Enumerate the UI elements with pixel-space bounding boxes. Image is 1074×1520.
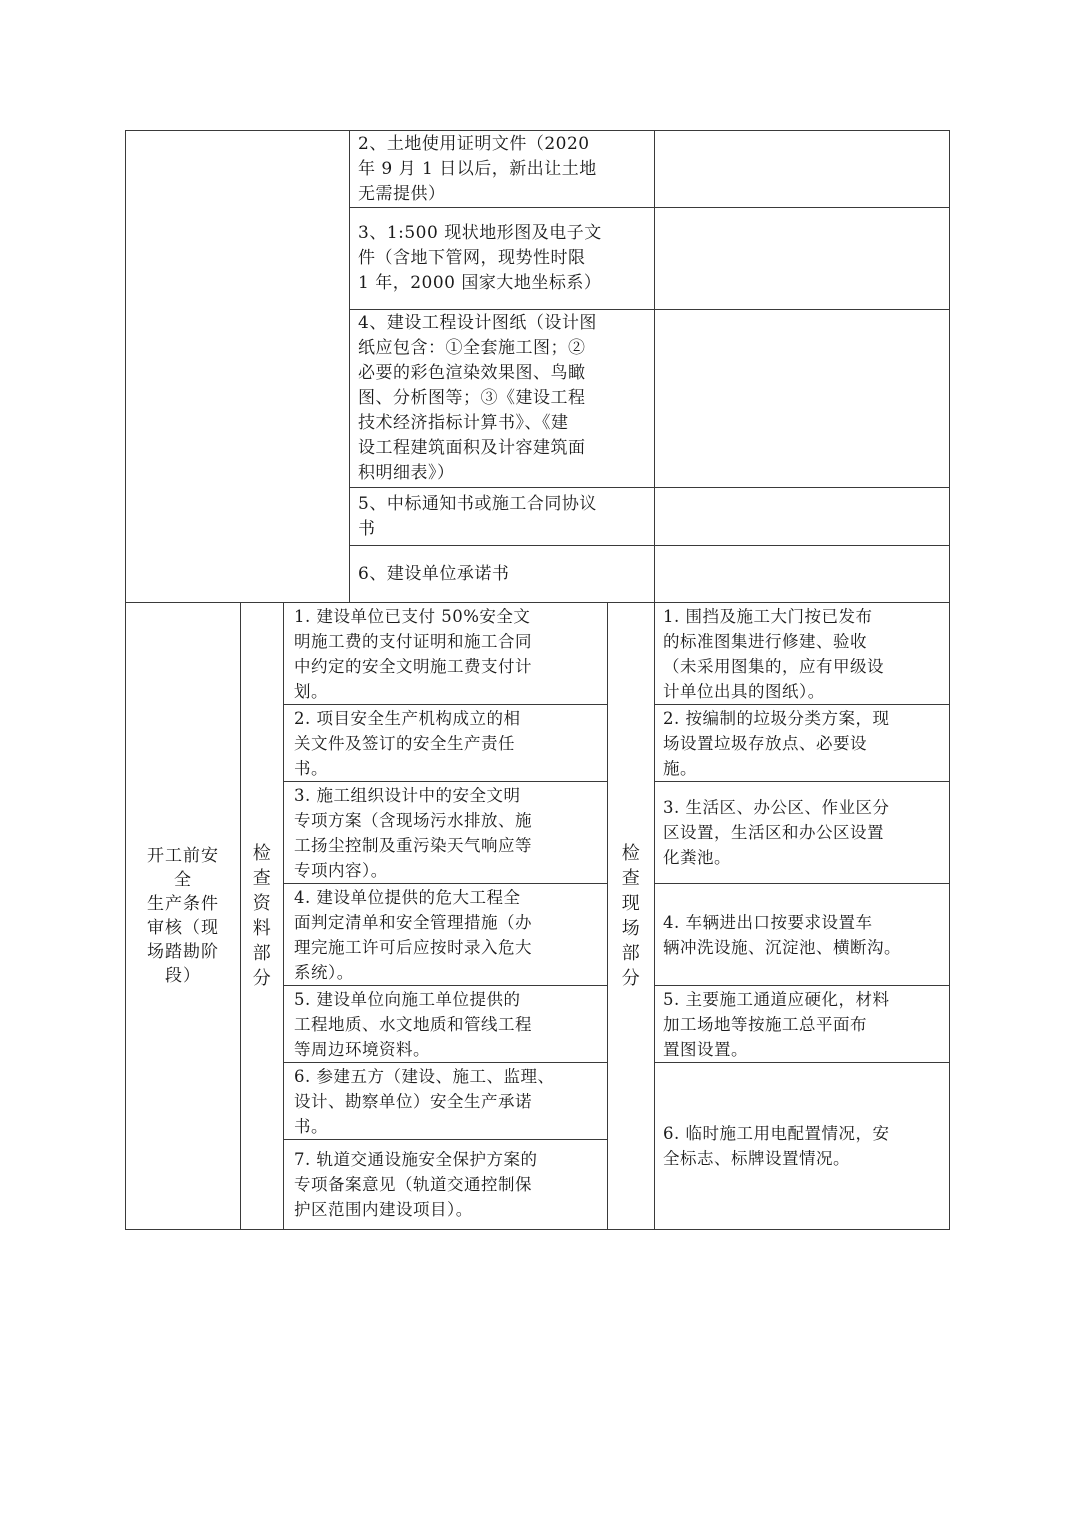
upper-item-5-text: 5、中标通知书或施工合同协议 书 — [358, 493, 597, 539]
site-item-3 — [655, 782, 949, 883]
site-item-5 — [655, 986, 949, 1062]
category-cell — [126, 603, 240, 1229]
upper-item-2 — [350, 131, 654, 207]
document-item-7-text: 7. 轨道交通设施安全保护方案的 专项备案意见（轨道交通控制保 护区范围内建设项目）。 — [294, 1150, 538, 1219]
upper-item-2-text: 2、土地使用证明文件（2020 年 9 月 1 日以后，新出让土地 无需提供） — [358, 133, 597, 204]
upper-item-5 — [350, 488, 654, 545]
site-item-6 — [655, 1063, 949, 1229]
document-item-2-text: 2. 项目安全生产机构成立的相 关文件及签订的安全生产责任 书。 — [294, 708, 521, 778]
site-item-2-text: 2. 按编制的垃圾分类方案，现 场设置垃圾存放点、必要设 施。 — [663, 708, 890, 778]
document-item-4 — [284, 884, 607, 985]
site-item-5-text: 5. 主要施工通道应硬化，材料 加工场地等按施工总平面布 置图设置。 — [663, 989, 890, 1059]
document-item-1-text: 1. 建设单位已支付 50%安全文 明施工费的支付证明和施工合同 中约定的安全文明施工费支付计 划。 — [294, 606, 532, 701]
document-item-7 — [284, 1140, 607, 1229]
document-item-4-text: 4. 建设单位提供的危大工程全 面判定清单和安全管理措施（办 理完施工许可后应按时录入危大 系统）。 — [294, 887, 532, 982]
site-item-4-text: 4. 车辆进出口按要求设置车 辆冲洗设施、沉淀池、横断沟。 — [663, 912, 901, 957]
document-item-3-text: 3. 施工组织设计中的安全文明 专项方案（含现场污水排放、施 工扬尘控制及重污染天气响应等 专项内容）。 — [294, 785, 532, 880]
site-item-1 — [655, 603, 949, 704]
site-item-3-text: 3. 生活区、办公区、作业区分 区设置，生活区和办公区设置 化粪池。 — [663, 798, 890, 867]
upper-item-6-text: 6、建设单位承诺书 — [358, 563, 510, 584]
document-item-6 — [284, 1063, 607, 1139]
site-check-cell — [608, 603, 654, 1229]
document-item-5 — [284, 986, 607, 1062]
upper-item-3-text: 3、1:500 现状地形图及电子文 件（含地下管网，现势性时限 1 年，2000 国家大地坐标系） — [358, 223, 602, 293]
document-check-cell — [241, 603, 283, 1229]
table-border-bottom — [125, 1229, 950, 1230]
site-item-2 — [655, 705, 949, 781]
document-item-5-text: 5. 建设单位向施工单位提供的 工程地质、水文地质和管线工程 等周边环境资料。 — [294, 989, 532, 1059]
site-item-1-text: 1. 围挡及施工大门按已发布 的标准图集进行修建、验收 （未采用图集的，应有甲级设 计单位出具的图纸）。 — [663, 606, 884, 701]
document-check-label: 检 查 资 料 部 分 — [252, 843, 272, 989]
document-item-6-text: 6. 参建五方（建设、施工、监理、 设计、勘察单位）安全生产承诺 书。 — [294, 1066, 555, 1136]
upper-item-4-text: 4、建设工程设计图纸（设计图 纸应包含：①全套施工图；② 必要的彩色渲染效果图、鸟瞰 图、分析图等；③《建设工程 技术经济指标计算书》、《建 设工程建筑面积及计容建筑面 积明细表》） — [358, 313, 597, 483]
site-item-4 — [655, 884, 949, 985]
category-label: 开工前安 全 生产条件 审核（现 场踏勘阶 段） — [147, 846, 219, 986]
document-item-1 — [284, 603, 607, 704]
table-border-right — [949, 130, 950, 1230]
document-item-3 — [284, 782, 607, 883]
site-item-6-text: 6. 临时施工用电配置情况，安 全标志、标牌设置情况。 — [663, 1124, 890, 1168]
document-item-2 — [284, 705, 607, 781]
site-check-label: 检 查 现 场 部 分 — [621, 843, 641, 989]
upper-item-3 — [350, 208, 654, 309]
upper-item-6 — [350, 546, 654, 602]
upper-item-4 — [350, 310, 654, 487]
